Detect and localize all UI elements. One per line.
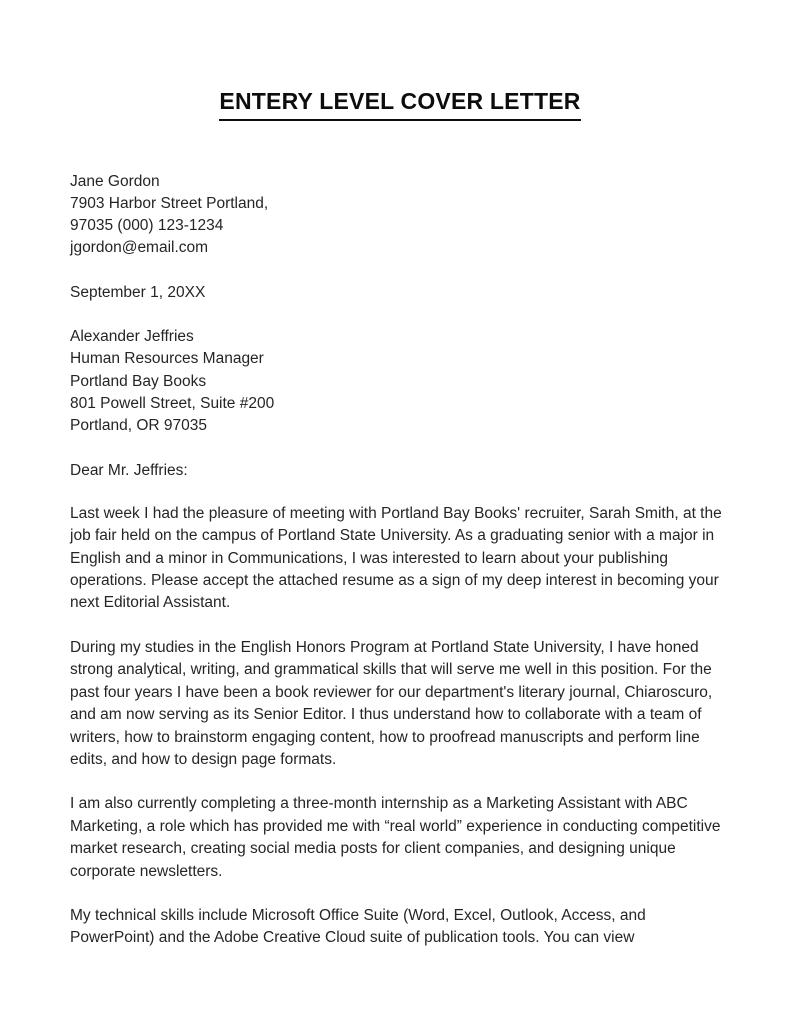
sender-email: jgordon@email.com — [70, 239, 209, 257]
sender-street: 7903 Harbor Street Portland, — [70, 194, 269, 212]
salutation — [70, 460, 730, 482]
salutation-text: Dear Mr. Jeffries: — [70, 461, 188, 479]
body-paragraph: My technical skills include Microsoft Office Suite (Word, Excel, Outlook, Access, and PowerPoint) and the Adobe Creative Cloud suite of publication tools. You can view — [70, 906, 646, 947]
sender-zip-phone: 97035 (000) 123-1234 — [70, 217, 224, 235]
sender-name: Jane Gordon — [70, 172, 160, 190]
recipient-title: Human Resources Manager — [70, 350, 264, 368]
letter-date — [70, 282, 730, 304]
body-paragraph: During my studies in the English Honors Program at Portland State University, I have honed strong analytical, writing, and grammatical skills that will serve me well in this position. For the past four years I have been a book reviewer for our department's literary journal, Chiaroscuro, and am now serving as its Senior Editor. I thus understand how to collaborate with a team of writers, how to brainstorm engaging content, how to proofread manuscripts and perform line edits, and how to design page formats. — [70, 638, 713, 768]
body-paragraph: Last week I had the pleasure of meeting with Portland Bay Books' recruiter, Sarah Smith, at the job fair held on the campus of Portland State University. As a graduating senior with a major in English and a minor in Communications, I was interested to learn about your publishing operations. Please accept the attached resume as a sign of my deep interest in becoming your next Editorial Assistant. — [70, 504, 722, 612]
page-title-text: ENTERY LEVEL COVER LETTER — [219, 88, 580, 121]
page-title — [70, 88, 730, 123]
recipient-name: Alexander Jeffries — [70, 328, 194, 346]
recipient-city-state-zip: Portland, OR 97035 — [70, 417, 208, 435]
recipient-company: Portland Bay Books — [70, 372, 207, 390]
recipient-street: 801 Powell Street, Suite #200 — [70, 394, 275, 412]
recipient-address-block — [70, 326, 730, 437]
sender-address-block — [70, 171, 730, 260]
date-text: September 1, 20XX — [70, 283, 206, 301]
body-paragraph: I am also currently completing a three-month internship as a Marketing Assistant with ABC Marketing, a role which has provided me with “real world” experience in conducting competitive market research, creating social media posts for client companies, and designing unique corporate newsletters. — [70, 795, 721, 880]
